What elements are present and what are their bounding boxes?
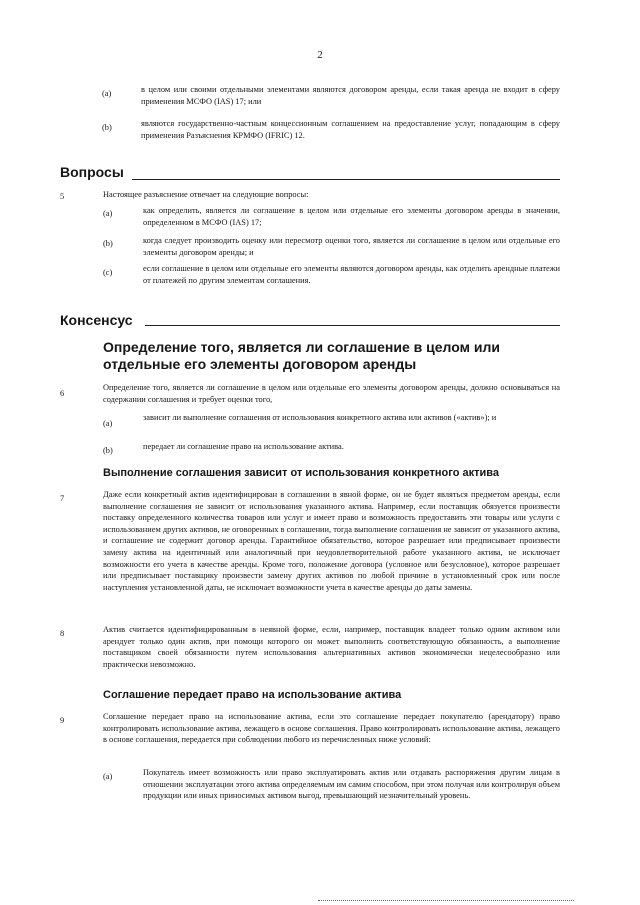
section-heading-questions: Вопросы (60, 164, 124, 180)
para-text: Даже если конкретный актив идентифицирован в соглашении в явной форме, он не будет являться предметом аренды, если выполнение соглашения не зависит от использования указанного актива. Например, если поставщик обязуется произвести поставку определенного количества товаров или услуг и имеет право и возможность предоставить эти товары или услуги с использованием других активов, не оговоренных в соглашении, тогда выполнение соглашения не зависит от указанного актива, и соглашение не содержит договор аренды. Гарантийное обязательство, которое разрешает или предписывает произвести замену актива на идентичный или аналогичный при неудовлетворительной работе указанного актива, не исключает возможности его учета в качестве аренды. Кроме того, положение договора (условное или безусловное), которое разрешает или предписывает поставщику произвести замену других активов по любой причине в установленный срок или после наступления установленной даты, не исключает возможности учета в качестве аренды до даты замены. (103, 490, 560, 592)
subheading-right-of-use: Соглашение передает право на использование актива (103, 689, 402, 701)
section-rule (145, 325, 560, 326)
para-number: 6 (60, 389, 65, 398)
question-b-text: когда следует производить оценку или пересмотр оценки того, является ли соглашение в целом или отдельные его элементы договором аренды; и (143, 236, 560, 257)
para-number: 7 (60, 494, 65, 503)
para-text: Определение того, является ли соглашение в целом или отдельные его элементы договором аренды, должно основываться на содержании соглашения и требует оценки того, (103, 383, 560, 404)
intro-item-b-text: являются государственно-частным концессионным соглашением на предоставление услуг, попадающим в сферу применения Разъяснения КРМФО (IFRIC) 12. (141, 119, 560, 140)
section-rule (132, 179, 560, 180)
list-item-label: (a) (103, 419, 113, 428)
subheading-performance: Выполнение соглашения зависит от использования конкретного актива (103, 467, 499, 479)
para-number: 9 (60, 716, 65, 725)
question-a-label: (a) (103, 209, 113, 218)
question-b-label: (b) (103, 239, 113, 248)
question-c-label: (c) (103, 268, 113, 277)
question-a-text: как определить, является ли соглашение в целом или отдельные его элементы договором аренды в значении, определенном в МСФО (IAS) 17; (143, 206, 560, 227)
footer-scan-line (318, 900, 574, 901)
list-item-text: передает ли соглашение право на использование актива. (143, 442, 344, 451)
list-item-label: (b) (103, 446, 113, 455)
para-number: 5 (60, 192, 65, 201)
para-text: Соглашение передает право на использование актива, если это соглашение передает покупателю (арендатору) право контролировать использование актива, лежащего в основе соглашения. Право контролировать использование актива, лежащего в основе соглашения, передается при соблюдении любого из перечисленных ниже условий: (103, 712, 560, 745)
intro-item-b-label: (b) (102, 123, 112, 132)
list-item-text: Покупатель имеет возможность или право эксплуатировать актив или отдавать распоряжения другим лицам в отношении эксплуатации этого актива определяемым им самим способом, при этом получая или контролируя объем продукции или иных приносимых активом выгод, превышающий незначительный уровень. (143, 768, 560, 801)
para-number: 8 (60, 629, 65, 638)
para-text: Настоящее разъяснение отвечает на следующие вопросы: (103, 190, 309, 199)
para-text: Актив считается идентифицированным в неявной форме, если, например, поставщик владеет только одним активом или арендует только один актив, при помощи которого он может выполнить соответствующую обязанность, а выполнение поставщиком своей обязанности путем использования альтернативных активов экономически нецелесообразно или практически невозможно. (103, 625, 560, 669)
intro-item-a-text: в целом или своими отдельными элементами являются договором аренды, если такая аренда не входит в сферу применения МСФО (IAS) 17; или (141, 85, 560, 106)
intro-item-a-label: (a) (102, 89, 112, 98)
list-item-label: (a) (103, 772, 113, 781)
list-item-text: зависит ли выполнение соглашения от использования конкретного актива или активов («актив»); и (143, 413, 497, 422)
subheading-definition: Определение того, является ли соглашение в целом или отдельные его элементы договором аренды (103, 339, 500, 372)
page-number: 2 (317, 49, 323, 61)
question-c-text: если соглашение в целом или отдельные его элементы являются договором аренды, как отделить арендные платежи от платежей по другим элементам соглашения. (143, 264, 560, 285)
section-heading-consensus: Консенсус (60, 312, 133, 328)
